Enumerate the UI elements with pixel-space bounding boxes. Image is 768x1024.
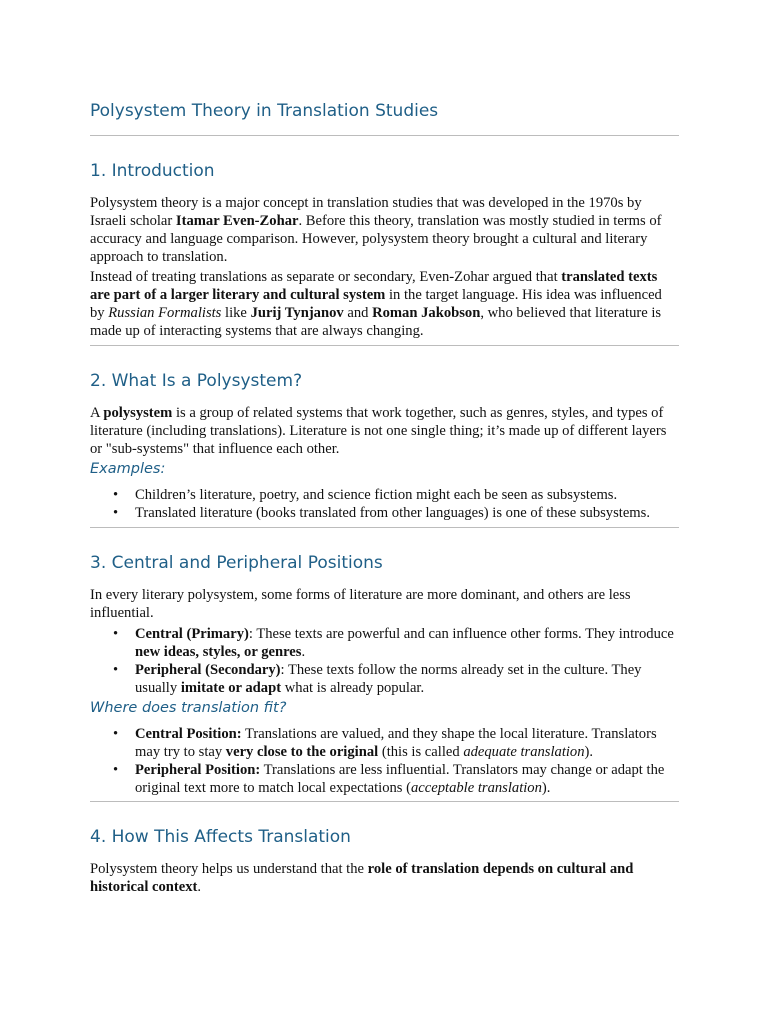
bullet-icon: • (113, 662, 119, 678)
text-run: . (301, 644, 306, 660)
translation-fit-list (90, 725, 679, 797)
text-run: . Before this theory, translation was mostly studied in terms of accuracy and language comparison. However, polysystem theory brought a cultural and literary approach to translation. (90, 213, 662, 265)
bullet-icon: • (113, 487, 119, 503)
text-run: In every literary polysystem, some forms of literature are more dominant, and others are less influential. (90, 587, 631, 621)
section-heading-effects: 4. How This Affects Translation (90, 827, 351, 847)
examples-list (90, 486, 679, 522)
text-run: in the target language. His idea was influenced by (90, 287, 662, 321)
bold-text: Jurij Tynjanov (250, 305, 344, 321)
bold-text: imitate or adapt (180, 680, 282, 696)
text-run: Translations are less influential. Translators may change or adapt the original text more to match local expectations ( (135, 762, 665, 796)
text-run: like (221, 305, 251, 321)
bold-text: polysystem (103, 405, 173, 421)
text-run: (this is called (378, 744, 464, 760)
divider (90, 135, 679, 136)
italic-text: adequate translation (463, 744, 585, 760)
text-run: : These texts follow the norms already set in the culture. They usually (135, 662, 642, 696)
bold-text: new ideas, styles, or genres (135, 644, 302, 660)
text-run: ). (584, 744, 594, 760)
text-run: Translations are valued, and they shape the local literature. Translators may try to stay (135, 726, 657, 760)
text-run: Instead of treating translations as separate or secondary, Even-Zohar argued that (90, 269, 562, 285)
text-run: . (197, 879, 202, 895)
text-run: A (90, 405, 104, 421)
text-run: Polysystem theory is a major concept in translation studies that was developed in the 1970s by Israeli scholar (90, 195, 642, 229)
bullet-icon: • (113, 626, 119, 642)
divider (90, 345, 679, 346)
examples-subheading: Examples: (90, 461, 166, 477)
section-heading-introduction: 1. Introduction (90, 161, 215, 181)
effects-paragraph (90, 860, 679, 896)
text-run: and (343, 305, 373, 321)
positions-intro-paragraph (90, 586, 679, 622)
italic-text: acceptable translation (410, 780, 542, 796)
bullet-icon: • (113, 726, 119, 742)
list-item (90, 625, 679, 661)
bullet-icon: • (113, 505, 119, 521)
bold-text: Central Position: (135, 726, 242, 742)
bullet-icon: • (113, 762, 119, 778)
list-item (90, 761, 679, 797)
list-item (90, 725, 679, 761)
text-run: Translated literature (books translated from other languages) is one of these subsystems. (135, 505, 650, 521)
bold-text: Itamar Even-Zohar (175, 213, 299, 229)
text-run: Polysystem theory helps us understand that the (90, 861, 368, 877)
bold-text: translated texts are part of a larger literary and cultural system (90, 269, 658, 303)
text-run: : These texts are powerful and can influence other forms. They introduce (248, 626, 674, 642)
text-run: ). (541, 780, 551, 796)
translation-fit-subheading: Where does translation fit? (90, 700, 287, 716)
polysystem-definition-paragraph (90, 404, 679, 458)
italic-text: Russian Formalists (108, 305, 222, 321)
text-run: is a group of related systems that work together, such as genres, styles, and types of literature (including translations). Literature is not one single thing; it’s made up of different layers or "sub-systems" that influence each other. (90, 405, 667, 457)
divider (90, 801, 679, 802)
divider (90, 527, 679, 528)
list-item (90, 504, 679, 522)
list-item (90, 486, 679, 504)
bold-text: Peripheral (Secondary) (135, 662, 281, 678)
bold-text: very close to the original (225, 744, 379, 760)
intro-paragraph-1 (90, 194, 679, 266)
document-title: Polysystem Theory in Translation Studies (90, 101, 439, 121)
positions-list (90, 625, 679, 697)
bold-text: role of translation depends on cultural and historical context (90, 861, 634, 895)
bold-text: Peripheral Position: (135, 762, 261, 778)
section-heading-what-is-polysystem: 2. What Is a Polysystem? (90, 371, 303, 391)
section-heading-positions: 3. Central and Peripheral Positions (90, 553, 383, 573)
intro-paragraph-2 (90, 268, 679, 340)
text-run: Children’s literature, poetry, and science fiction might each be seen as subsystems. (135, 487, 618, 503)
bold-text: Central (Primary) (135, 626, 249, 642)
bold-text: Roman Jakobson (372, 305, 481, 321)
text-run: what is already popular. (281, 680, 425, 696)
text-run: , who believed that literature is made up of interacting systems that are always changing. (90, 305, 662, 339)
list-item (90, 661, 679, 697)
